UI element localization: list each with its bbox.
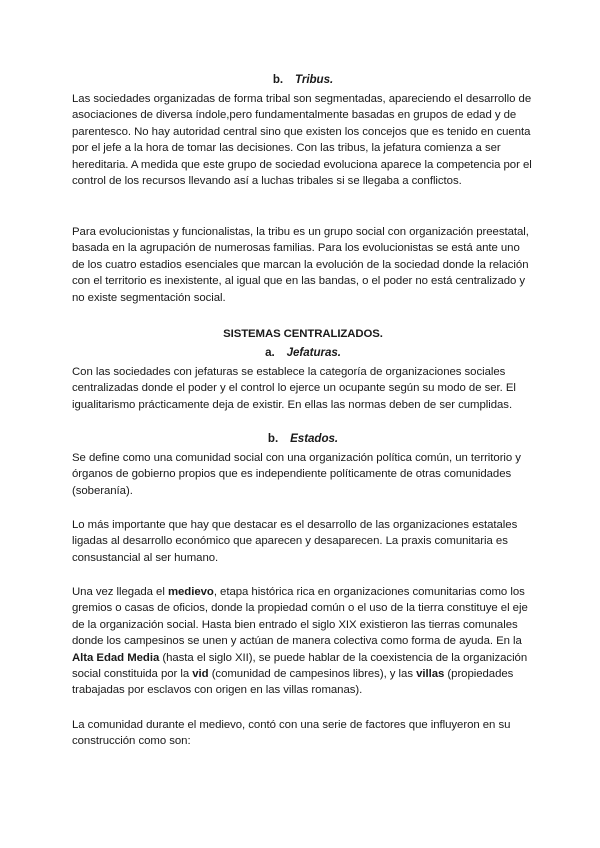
heading-sistemas-centralizados [72, 326, 534, 342]
paragraph-text: Las sociedades organizadas de forma tribal son segmentadas, apareciendo el desarrollo de asociaciones de diversa índole,pero fundamentalmente basadas en grupos de edad y de parentesco. No hay autoridad central sino que existen los concejos que es tenido en cuenta por el jefe a la hora de tomar las decisiones. Con las tribus, la jefatura comienza a ser hereditaria. A medida que este grupo de sociedad evoluciona aparece la competencia por el control de los recursos llevando así a luchas tribales si se llegaba a conflictos. [72, 93, 532, 188]
heading-tribus-title: Tribus. [295, 73, 334, 86]
paragraph-tribus-2 [72, 224, 534, 306]
paragraph-tribus-1 [72, 91, 534, 189]
paragraph-text: Se define como una comunidad social con una organización política común, un territorio y órganos de gobierno propios que es independiente políticamente de otras comunidades (soberanía). [72, 452, 521, 497]
heading-tribus [72, 72, 534, 88]
heading-estados-letter: b. [267, 432, 279, 445]
paragraph-text: Con las sociedades con jefaturas se establece la categoría de organizaciones sociales centralizadas donde el poder y el control lo ejerce un ocupante según su modo de ser. El igualitarismo prácticamente deja de existir. En ellas las normas deben de ser cumplidas. [72, 366, 516, 411]
paragraph-text: La comunidad durante el medievo, contó con una serie de factores que influyeron en su construcción como son: [72, 719, 511, 748]
text-run: (hasta el siglo XII), se puede hablar de la coexistencia de la organización social constituida por la [72, 651, 528, 681]
heading-tribus-letter: b. [272, 73, 284, 86]
heading-text: SISTEMAS CENTRALIZADOS. [223, 328, 383, 340]
paragraph-text: Para evolucionistas y funcionalistas, la tribu es un grupo social con organización preestatal, basada en la agrupación de numerosas familias. Para los evolucionistas se está ante uno de los cuatro estadios esenciales que marcan la evolución de la sociedad donde la relación con el territorio es inexistente, al igual que en las bandas, o el poder no está centralizado y no existe segmentación social. [72, 226, 529, 304]
text-run: , etapa histórica rica en organizaciones comunitarias como los gremios o casas de oficios, donde la propiedad común o el uso de la tierra constituye el eje de la organización social. Hasta bien entrado el siglo XIX existieron las tierras comunales donde los campesinos se unen y actúan de manera colectiva como forma de ayuda. En la [72, 586, 528, 648]
term-alta-edad-media: Alta Edad Media [72, 651, 160, 664]
term-medievo: medievo [167, 586, 214, 598]
text-run: (comunidad de campesinos libres), y las [208, 668, 417, 681]
heading-jefaturas-title: Jefaturas. [286, 346, 341, 359]
heading-jefaturas [72, 345, 534, 361]
paragraph-text: Lo más importante que hay que destacar es el desarrollo de las organizaciones estatales ligadas al desarrollo económico que aparecen y desaparecen. La praxis comunitaria es consustancial al ser humano. [72, 519, 518, 564]
paragraph-estados-3 [72, 584, 534, 699]
text-run: Una vez llegada el [72, 586, 168, 598]
text-run: (propiedades trabajadas por esclavos con origen en las villas romanas). [72, 668, 514, 697]
heading-jefaturas-letter: a. [265, 346, 275, 359]
heading-estados-title: Estados. [290, 432, 339, 445]
term-vid: vid [192, 668, 209, 681]
paragraph-jefaturas [72, 364, 534, 413]
term-villas: villas [416, 668, 445, 681]
paragraph-text [72, 584, 534, 699]
paragraph-estados-2 [72, 517, 534, 566]
heading-estados [72, 431, 534, 447]
paragraph-estados-4 [72, 717, 534, 750]
paragraph-estados-1 [72, 450, 534, 499]
